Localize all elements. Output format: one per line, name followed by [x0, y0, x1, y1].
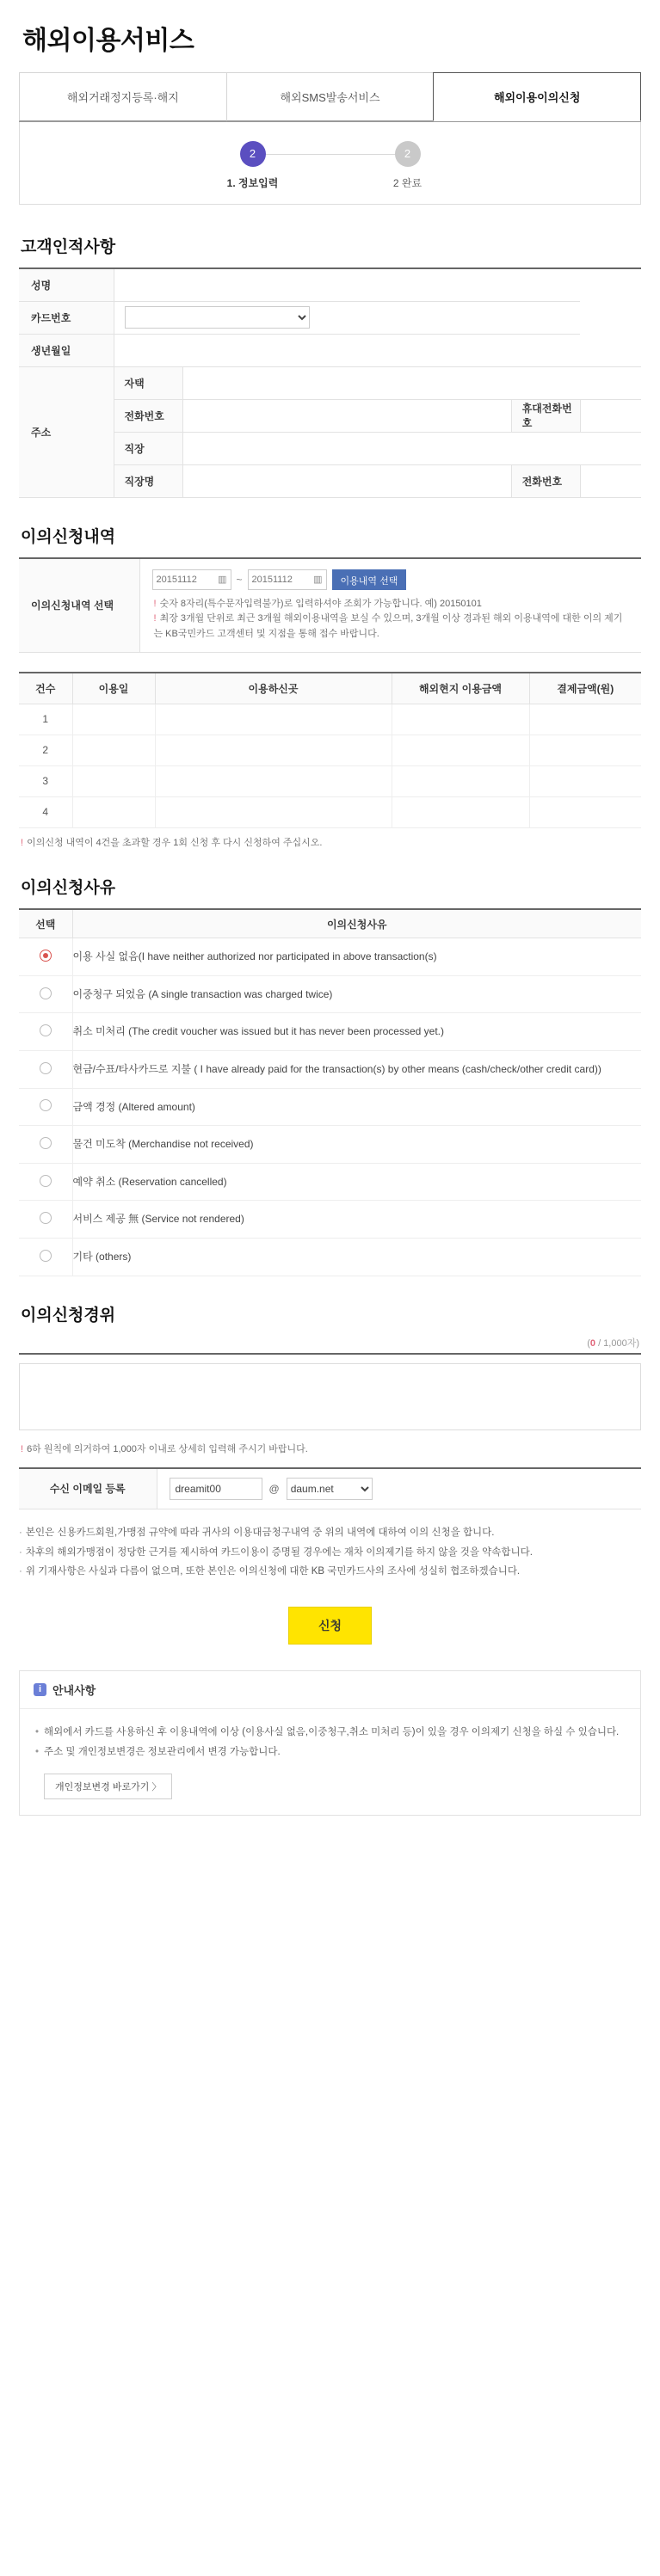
col-reason: 이의신청사유	[72, 909, 641, 938]
date-to-input[interactable]	[248, 569, 327, 590]
reason-label: 취소 미처리 (The credit voucher was issued but it has never been processed yet.)	[72, 1013, 641, 1051]
tab-overseas-sms[interactable]: 해외SMS발송서비스	[226, 72, 435, 121]
step-1-circle: 2	[240, 141, 266, 167]
term-item: · 차후의 해외가맹점이 정당한 근거를 제시하여 카드이용이 증명될 경우에는 재차 이의제기를 하지 않을 것을 약속합니다.	[19, 1546, 533, 1558]
table-row	[19, 558, 641, 653]
page-container	[0, 19, 660, 1850]
col-place: 이용하신곳	[155, 673, 392, 704]
row-place	[155, 796, 392, 827]
reason-row-4[interactable]	[19, 1088, 641, 1126]
card-number-select[interactable]	[125, 306, 310, 329]
email-table	[19, 1467, 641, 1510]
table-row	[19, 366, 641, 399]
reason-label: 서비스 제공 無 (Service not rendered)	[72, 1201, 641, 1239]
bullet-icon: ·	[19, 1528, 22, 1539]
calendar-icon[interactable]: ▥	[313, 575, 323, 585]
table-row	[19, 301, 641, 334]
row-foreign-amount	[392, 735, 529, 765]
detail-section-title: 이의신청경위	[21, 1306, 116, 1325]
step-indicator	[19, 122, 641, 205]
row-date	[72, 735, 155, 765]
row-krw-amount	[529, 796, 641, 827]
table-row	[19, 1468, 641, 1509]
guide-item: • 해외에서 카드를 사용하신 후 이용내역에 이상 (이용사실 없음,이중청구,취소 미처리 등)이 있을 경우 이의제기 신청을 하실 수 있습니다.	[35, 1725, 625, 1742]
claim-period-table	[19, 557, 641, 654]
table-row	[19, 704, 641, 735]
bullet-icon: !	[153, 598, 157, 609]
step-1-label: 1. 정보입력	[226, 177, 279, 189]
guide-title: 안내사항	[52, 1683, 96, 1697]
table-header-row	[19, 673, 641, 704]
email-cell	[157, 1468, 641, 1509]
detail-note: ! 6하 원칙에 의거하여 1,000자 이내로 상세히 입력해 주시기 바랍니다.	[21, 1443, 308, 1454]
submit-area	[19, 1607, 641, 1645]
row-krw-amount	[529, 704, 641, 735]
email-local-input[interactable]	[170, 1478, 262, 1500]
period-label: 이의신청내역 선택	[19, 558, 139, 653]
char-counter: (0 / 1,000자)	[587, 1337, 639, 1349]
step-2-circle: 2	[395, 141, 421, 167]
date-from-value: 20151112	[156, 574, 197, 585]
work-label: 직장	[114, 432, 182, 464]
customer-section-title: 고객인적사항	[21, 238, 116, 256]
bullet-icon: ·	[19, 1566, 22, 1577]
row-date	[72, 796, 155, 827]
reason-row-6[interactable]	[19, 1163, 641, 1201]
guide-header	[20, 1671, 640, 1709]
radio-icon[interactable]	[40, 1099, 52, 1111]
table-row	[19, 796, 641, 827]
detail-textarea[interactable]	[19, 1363, 641, 1430]
row-krw-amount	[529, 735, 641, 765]
reason-radio-cell[interactable]	[19, 1088, 72, 1126]
claim-section-title: 이의신청내역	[21, 527, 116, 546]
char-count-current: 0	[589, 1337, 596, 1349]
usage-table	[19, 672, 641, 828]
bullet-icon: !	[21, 1443, 24, 1454]
radio-icon[interactable]	[40, 1175, 52, 1187]
reason-label: 금액 경정 (Altered amount)	[72, 1088, 641, 1126]
reason-row-1[interactable]	[19, 975, 641, 1013]
work-tel-value	[580, 464, 641, 497]
bullet-icon: ·	[19, 1546, 22, 1558]
date-range-dash: ~	[236, 573, 243, 586]
tab-bar	[19, 72, 641, 122]
row-foreign-amount	[392, 765, 529, 796]
row-no: 3	[19, 765, 72, 796]
reason-radio-cell[interactable]	[19, 1239, 72, 1276]
reasons-table	[19, 908, 641, 1276]
reason-radio-cell[interactable]	[19, 975, 72, 1013]
terms-list	[19, 1525, 641, 1581]
work-tel-label: 전화번호	[511, 464, 580, 497]
step-1	[176, 141, 330, 190]
guide-box	[19, 1670, 641, 1816]
mobile-value	[580, 399, 641, 432]
col-count: 건수	[19, 673, 72, 704]
table-row	[19, 765, 641, 796]
customer-info-table	[19, 267, 641, 498]
reason-row-7[interactable]	[19, 1201, 641, 1239]
period-note-1: ! 숫자 8자리(특수문자입력불가)로 입력하셔야 조회가 가능합니다. 예) 20150101	[153, 598, 482, 609]
reason-label: 물건 미도착 (Merchandise not received)	[72, 1126, 641, 1164]
date-to-value: 20151112	[251, 574, 293, 585]
submit-button[interactable]: 신청	[288, 1607, 372, 1645]
card-number-label: 카드번호	[19, 301, 114, 334]
guide-body	[20, 1709, 640, 1815]
privacy-change-link-button[interactable]: 개인정보변경 바로가기 〉	[44, 1774, 172, 1799]
reason-row-0[interactable]	[19, 938, 641, 976]
work-name-label: 직장명	[114, 464, 182, 497]
row-no: 2	[19, 735, 72, 765]
home-tel-label: 전화번호	[114, 399, 182, 432]
home-value	[182, 366, 641, 399]
col-select: 선택	[19, 909, 72, 938]
bullet-icon: !	[21, 837, 24, 848]
reason-row-2[interactable]	[19, 1013, 641, 1051]
calendar-icon[interactable]: ▥	[218, 575, 227, 585]
reason-label: 현금/수표/타사카드로 지불 ( I have already paid for the transaction(s) by other means (cash/check/other credit card))	[72, 1051, 641, 1089]
email-domain-select[interactable]	[287, 1478, 373, 1500]
date-from-input[interactable]	[152, 569, 231, 590]
table-row	[19, 268, 641, 301]
reason-row-8[interactable]	[19, 1239, 641, 1276]
birthdate-label: 생년월일	[19, 334, 114, 366]
reason-label: 이용 사실 없음(I have neither authorized nor participated in above transaction(s)	[72, 938, 641, 976]
row-place	[155, 735, 392, 765]
radio-icon[interactable]	[40, 950, 52, 962]
email-label: 수신 이메일 등록	[19, 1468, 157, 1509]
reason-row-3[interactable]	[19, 1051, 641, 1089]
period-notes	[152, 597, 630, 642]
reason-radio-cell[interactable]	[19, 1013, 72, 1051]
term-item: · 본인은 신용카드회원,가맹점 규약에 따라 귀사의 이용대금청구내역 중 위의 내역에 대하여 이의 신청을 합니다.	[19, 1528, 495, 1539]
term-item: · 위 기재사항은 사실과 다름이 없으며, 또한 본인은 이의신청에 대한 KB 국민카드사의 조사에 성실히 협조하겠습니다.	[19, 1566, 521, 1577]
row-date	[72, 765, 155, 796]
card-number-cell	[114, 301, 580, 334]
home-tel-value	[182, 399, 511, 432]
select-usage-button[interactable]: 이용내역 선택	[332, 569, 407, 590]
row-no: 1	[19, 704, 72, 735]
work-name-value	[182, 464, 511, 497]
row-date	[72, 704, 155, 735]
detail-textarea-wrap	[19, 1353, 641, 1435]
step-2-label: 2 완료	[392, 177, 423, 189]
name-value	[114, 268, 580, 301]
col-foreign-amount: 해외현지 이용금액	[392, 673, 529, 704]
reason-label: 예약 취소 (Reservation cancelled)	[72, 1163, 641, 1201]
tab-overseas-block[interactable]: 해외거래정지등록·해지	[19, 72, 227, 121]
period-cell	[139, 558, 641, 653]
radio-icon[interactable]	[40, 1024, 52, 1036]
radio-icon[interactable]	[40, 1212, 52, 1224]
radio-icon[interactable]	[40, 1250, 52, 1262]
email-at-symbol: @	[268, 1482, 280, 1495]
mobile-label: 휴대전화번호	[511, 399, 580, 432]
col-krw-amount: 결제금액(원)	[529, 673, 641, 704]
row-no: 4	[19, 796, 72, 827]
birthdate-value	[114, 334, 580, 366]
row-krw-amount	[529, 765, 641, 796]
reason-radio-cell[interactable]	[19, 1051, 72, 1089]
radio-icon[interactable]	[40, 1062, 52, 1074]
col-date: 이용일	[72, 673, 155, 704]
reasons-section-title: 이의신청사유	[21, 878, 116, 897]
usage-footnote: ! 이의신청 내역이 4건을 초과할 경우 1회 신청 후 다시 신청하여 주십시오.	[21, 837, 323, 848]
row-place	[155, 704, 392, 735]
step-2	[330, 141, 485, 190]
info-icon: i	[34, 1683, 46, 1696]
address-label: 주소	[19, 366, 114, 497]
tab-overseas-dispute[interactable]: 해외이용이의신청	[433, 72, 641, 121]
reason-radio-cell[interactable]	[19, 938, 72, 976]
reason-radio-cell[interactable]	[19, 1126, 72, 1164]
work-value	[182, 432, 641, 464]
reason-label: 이중청구 되었음 (A single transaction was charged twice)	[72, 975, 641, 1013]
period-note-2: ! 최장 3개월 단위로 최근 3개월 해외이용내역을 보실 수 있으며, 3개월 이상 경과된 해외 이용내역에 대한 이의 제기는 KB국민카드 고객센터 및 지점을 통해 접수 바랍니다.	[153, 613, 623, 639]
reason-label: 기타 (others)	[72, 1239, 641, 1276]
reason-radio-cell[interactable]	[19, 1163, 72, 1201]
row-foreign-amount	[392, 704, 529, 735]
row-place	[155, 765, 392, 796]
reason-radio-cell[interactable]	[19, 1201, 72, 1239]
step-connector	[253, 154, 408, 155]
bullet-icon: !	[153, 613, 157, 624]
page-title: 해외이용서비스	[22, 27, 194, 55]
reason-row-5[interactable]	[19, 1126, 641, 1164]
home-label: 자택	[114, 366, 182, 399]
guide-item: • 주소 및 개인정보변경은 정보관리에서 변경 가능합니다.	[35, 1744, 625, 1761]
radio-icon[interactable]	[40, 1137, 52, 1149]
row-foreign-amount	[392, 796, 529, 827]
table-header-row	[19, 909, 641, 938]
char-count-max: / 1,000자)	[595, 1337, 639, 1349]
table-row	[19, 334, 641, 366]
radio-icon[interactable]	[40, 987, 52, 999]
name-label: 성명	[19, 268, 114, 301]
table-row	[19, 735, 641, 765]
